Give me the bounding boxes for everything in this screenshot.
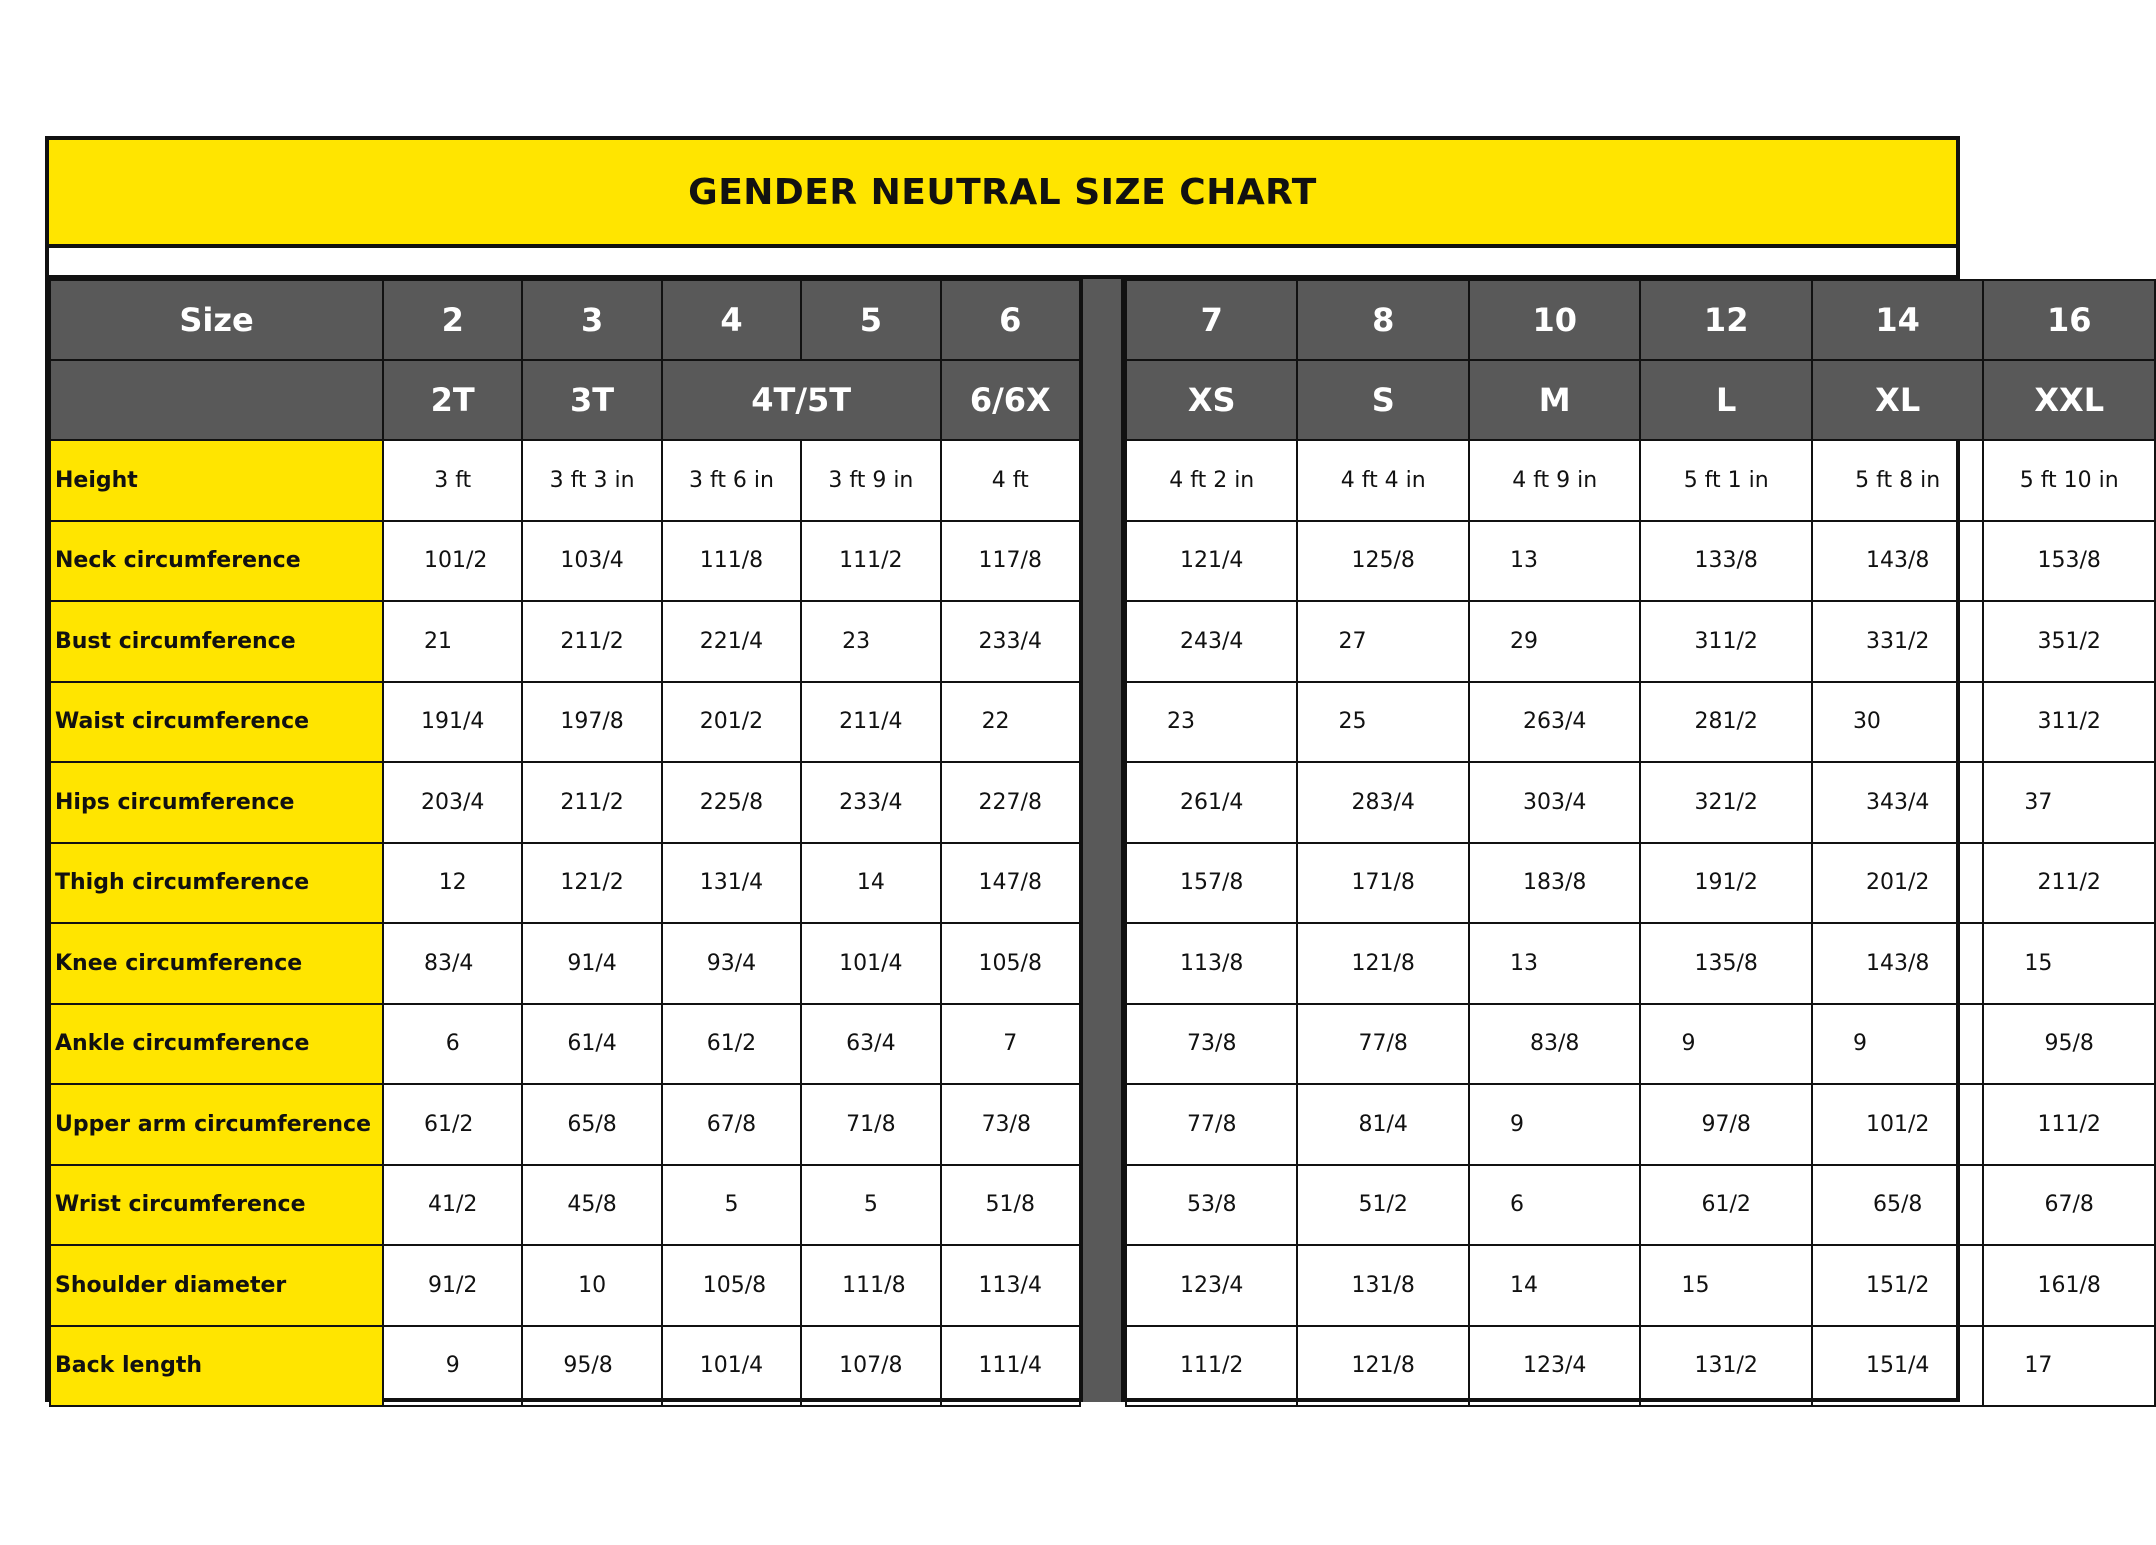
size-group: M	[1469, 360, 1640, 440]
measurement-value: 243/4	[1126, 601, 1297, 682]
measurement-value: 37	[1983, 762, 2155, 843]
table-row	[1126, 1165, 2155, 1246]
measurement-value: 121/8	[1297, 1326, 1468, 1407]
table-row	[1126, 923, 2155, 1004]
measurement-value: 4 ft 4 in	[1297, 440, 1468, 521]
measurement-value: 123/4	[1126, 1245, 1297, 1326]
measurement-value: 17	[1983, 1326, 2155, 1407]
left-size-table	[49, 279, 1081, 1407]
measurement-value: 15	[1640, 1245, 1811, 1326]
measurement-value: 13	[1469, 923, 1640, 1004]
size-group-blank	[50, 360, 383, 440]
measurement-value: 151/4	[1812, 1326, 1983, 1407]
size-group: XS	[1126, 360, 1297, 440]
measurement-value: 311/2	[1983, 682, 2155, 763]
measurement-value: 153/8	[1983, 521, 2155, 602]
measurement-label: Upper arm circumference	[50, 1084, 383, 1165]
measurement-value: 157/8	[1126, 843, 1297, 924]
measurement-value: 351/2	[1983, 601, 2155, 682]
measurement-value: 93/4	[662, 923, 801, 1004]
measurement-value: 191/4	[383, 682, 522, 763]
size-number: 12	[1640, 280, 1811, 360]
table-row	[1126, 1084, 2155, 1165]
measurement-value: 5 ft 10 in	[1983, 440, 2155, 521]
measurement-value: 4 ft	[941, 440, 1080, 521]
table-row	[1126, 521, 2155, 602]
measurement-value: 23	[801, 601, 940, 682]
size-group: 3T	[522, 360, 661, 440]
measurement-value: 147/8	[941, 843, 1080, 924]
measurement-value: 151/2	[1812, 1245, 1983, 1326]
measurement-value: 67/8	[1983, 1165, 2155, 1246]
size-header-label: Size	[50, 280, 383, 360]
measurement-value: 27	[1297, 601, 1468, 682]
size-number: 5	[801, 280, 940, 360]
table-row	[1126, 682, 2155, 763]
measurement-value: 12	[383, 843, 522, 924]
measurement-value: 3 ft 3 in	[522, 440, 661, 521]
measurement-value: 71/8	[801, 1084, 940, 1165]
measurement-value: 133/8	[1640, 521, 1811, 602]
measurement-value: 7	[941, 1004, 1080, 1085]
table-row	[1126, 1004, 2155, 1085]
size-chart	[45, 136, 2119, 1402]
measurement-value: 15	[1983, 923, 2155, 1004]
measurement-value: 321/2	[1640, 762, 1811, 843]
size-header-row	[50, 280, 1080, 360]
measurement-value: 95/8	[1983, 1004, 2155, 1085]
measurement-value: 51/2	[1297, 1165, 1468, 1246]
measurement-value: 83/4	[383, 923, 522, 1004]
measurement-value: 131/2	[1640, 1326, 1811, 1407]
measurement-value: 67/8	[662, 1084, 801, 1165]
measurement-value: 121/4	[1126, 521, 1297, 602]
measurement-label: Waist circumference	[50, 682, 383, 763]
size-number: 2	[383, 280, 522, 360]
measurement-value: 14	[1469, 1245, 1640, 1326]
measurement-value: 233/4	[941, 601, 1080, 682]
measurement-value: 143/8	[1812, 923, 1983, 1004]
size-group: S	[1297, 360, 1468, 440]
table-row	[1126, 601, 2155, 682]
measurement-value: 183/8	[1469, 843, 1640, 924]
measurement-value: 51/8	[941, 1165, 1080, 1246]
measurement-value: 5 ft 8 in	[1812, 440, 1983, 521]
measurement-value: 101/2	[383, 521, 522, 602]
measurement-value: 105/8	[662, 1245, 801, 1326]
size-number: 16	[1983, 280, 2155, 360]
right-size-table	[1125, 279, 2156, 1407]
measurement-label: Knee circumference	[50, 923, 383, 1004]
measurement-value: 121/8	[1297, 923, 1468, 1004]
measurement-value: 3 ft 9 in	[801, 440, 940, 521]
measurement-value: 101/4	[662, 1326, 801, 1407]
table-row	[50, 1326, 1080, 1407]
measurement-value: 6	[383, 1004, 522, 1085]
measurement-value: 4 ft 2 in	[1126, 440, 1297, 521]
measurement-label: Neck circumference	[50, 521, 383, 602]
size-number: 6	[941, 280, 1080, 360]
size-group: 6/6X	[941, 360, 1080, 440]
measurement-label: Height	[50, 440, 383, 521]
size-header-row	[1126, 280, 2155, 360]
measurement-value: 91/2	[383, 1245, 522, 1326]
table-row	[1126, 1326, 2155, 1407]
measurement-value: 29	[1469, 601, 1640, 682]
measurement-value: 77/8	[1297, 1004, 1468, 1085]
measurement-label: Back length	[50, 1326, 383, 1407]
size-group: 2T	[383, 360, 522, 440]
measurement-value: 65/8	[1812, 1165, 1983, 1246]
measurement-label: Hips circumference	[50, 762, 383, 843]
measurement-value: 227/8	[941, 762, 1080, 843]
measurement-value: 143/8	[1812, 521, 1983, 602]
size-number: 8	[1297, 280, 1468, 360]
measurement-value: 111/8	[662, 521, 801, 602]
measurement-value: 9	[1812, 1004, 1983, 1085]
measurement-value: 101/2	[1812, 1084, 1983, 1165]
measurement-value: 311/2	[1640, 601, 1811, 682]
measurement-value: 113/8	[1126, 923, 1297, 1004]
measurement-value: 5	[662, 1165, 801, 1246]
table-row	[50, 521, 1080, 602]
size-number: 14	[1812, 280, 1983, 360]
section-divider	[1079, 279, 1125, 1402]
measurement-value: 197/8	[522, 682, 661, 763]
measurement-value: 61/2	[1640, 1165, 1811, 1246]
table-row	[50, 843, 1080, 924]
chart-title: GENDER NEUTRAL SIZE CHART	[688, 171, 1317, 213]
measurement-value: 45/8	[522, 1165, 661, 1246]
measurement-value: 73/8	[1126, 1004, 1297, 1085]
measurement-value: 331/2	[1812, 601, 1983, 682]
measurement-value: 263/4	[1469, 682, 1640, 763]
measurement-value: 117/8	[941, 521, 1080, 602]
measurement-value: 65/8	[522, 1084, 661, 1165]
measurement-value: 63/4	[801, 1004, 940, 1085]
table-row	[50, 1084, 1080, 1165]
measurement-value: 105/8	[941, 923, 1080, 1004]
measurement-value: 135/8	[1640, 923, 1811, 1004]
table-row	[1126, 762, 2155, 843]
measurement-value: 5 ft 1 in	[1640, 440, 1811, 521]
table-row	[1126, 843, 2155, 924]
measurement-value: 9	[1640, 1004, 1811, 1085]
measurement-value: 211/2	[522, 601, 661, 682]
size-group-row	[50, 360, 1080, 440]
measurement-value: 9	[383, 1326, 522, 1407]
measurement-value: 103/4	[522, 521, 661, 602]
measurement-value: 111/2	[1983, 1084, 2155, 1165]
measurement-value: 283/4	[1297, 762, 1468, 843]
measurement-value: 97/8	[1640, 1084, 1811, 1165]
measurement-value: 3 ft 6 in	[662, 440, 801, 521]
measurement-value: 53/8	[1126, 1165, 1297, 1246]
measurement-value: 131/8	[1297, 1245, 1468, 1326]
measurement-value: 113/4	[941, 1245, 1080, 1326]
measurement-value: 95/8	[522, 1326, 661, 1407]
measurement-value: 111/8	[801, 1245, 940, 1326]
measurement-value: 23	[1126, 682, 1297, 763]
measurement-value: 73/8	[941, 1084, 1080, 1165]
measurement-value: 14	[801, 843, 940, 924]
measurement-value: 343/4	[1812, 762, 1983, 843]
size-number: 4	[662, 280, 801, 360]
measurement-value: 77/8	[1126, 1084, 1297, 1165]
measurement-value: 203/4	[383, 762, 522, 843]
size-number: 10	[1469, 280, 1640, 360]
size-group: XL	[1812, 360, 1983, 440]
size-group-row	[1126, 360, 2155, 440]
measurement-label: Wrist circumference	[50, 1165, 383, 1246]
table-row	[50, 601, 1080, 682]
measurement-value: 21	[383, 601, 522, 682]
measurement-value: 261/4	[1126, 762, 1297, 843]
measurement-value: 3 ft	[383, 440, 522, 521]
measurement-value: 225/8	[662, 762, 801, 843]
size-number: 7	[1126, 280, 1297, 360]
measurement-value: 171/8	[1297, 843, 1468, 924]
size-group: XXL	[1983, 360, 2155, 440]
measurement-value: 61/2	[662, 1004, 801, 1085]
measurement-value: 61/2	[383, 1084, 522, 1165]
measurement-value: 111/4	[941, 1326, 1080, 1407]
measurement-value: 111/2	[801, 521, 940, 602]
table-row	[50, 1165, 1080, 1246]
measurement-value: 131/4	[662, 843, 801, 924]
measurement-value: 30	[1812, 682, 1983, 763]
table-row	[50, 1245, 1080, 1326]
measurement-value: 121/2	[522, 843, 661, 924]
measurement-value: 9	[1469, 1084, 1640, 1165]
table-row	[50, 682, 1080, 763]
measurement-value: 41/2	[383, 1165, 522, 1246]
table-row	[1126, 1245, 2155, 1326]
measurement-label: Shoulder diameter	[50, 1245, 383, 1326]
title-band	[49, 140, 1956, 248]
measurement-value: 221/4	[662, 601, 801, 682]
measurement-value: 10	[522, 1245, 661, 1326]
table-row	[50, 1004, 1080, 1085]
measurement-value: 101/4	[801, 923, 940, 1004]
measurement-value: 191/2	[1640, 843, 1811, 924]
measurement-value: 281/2	[1640, 682, 1811, 763]
measurement-value: 61/4	[522, 1004, 661, 1085]
measurement-value: 125/8	[1297, 521, 1468, 602]
measurement-value: 83/8	[1469, 1004, 1640, 1085]
table-row	[50, 440, 1080, 521]
measurement-value: 211/4	[801, 682, 940, 763]
measurement-value: 201/2	[1812, 843, 1983, 924]
measurement-value: 4 ft 9 in	[1469, 440, 1640, 521]
measurement-value: 201/2	[662, 682, 801, 763]
measurement-value: 303/4	[1469, 762, 1640, 843]
table-row	[50, 762, 1080, 843]
spacer-band	[49, 248, 1956, 279]
measurement-value: 25	[1297, 682, 1468, 763]
measurement-value: 233/4	[801, 762, 940, 843]
measurement-label: Ankle circumference	[50, 1004, 383, 1085]
measurement-value: 107/8	[801, 1326, 940, 1407]
measurement-value: 111/2	[1126, 1326, 1297, 1407]
measurement-label: Bust circumference	[50, 601, 383, 682]
measurement-value: 5	[801, 1165, 940, 1246]
measurement-value: 91/4	[522, 923, 661, 1004]
measurement-value: 123/4	[1469, 1326, 1640, 1407]
measurement-value: 22	[941, 682, 1080, 763]
measurement-value: 6	[1469, 1165, 1640, 1246]
size-number: 3	[522, 280, 661, 360]
table-row	[1126, 440, 2155, 521]
measurement-value: 211/2	[522, 762, 661, 843]
measurement-value: 13	[1469, 521, 1640, 602]
size-group: L	[1640, 360, 1811, 440]
measurement-value: 211/2	[1983, 843, 2155, 924]
measurement-label: Thigh circumference	[50, 843, 383, 924]
table-row	[50, 923, 1080, 1004]
size-group: 4T/5T	[662, 360, 941, 440]
measurement-value: 161/8	[1983, 1245, 2155, 1326]
measurement-value: 81/4	[1297, 1084, 1468, 1165]
